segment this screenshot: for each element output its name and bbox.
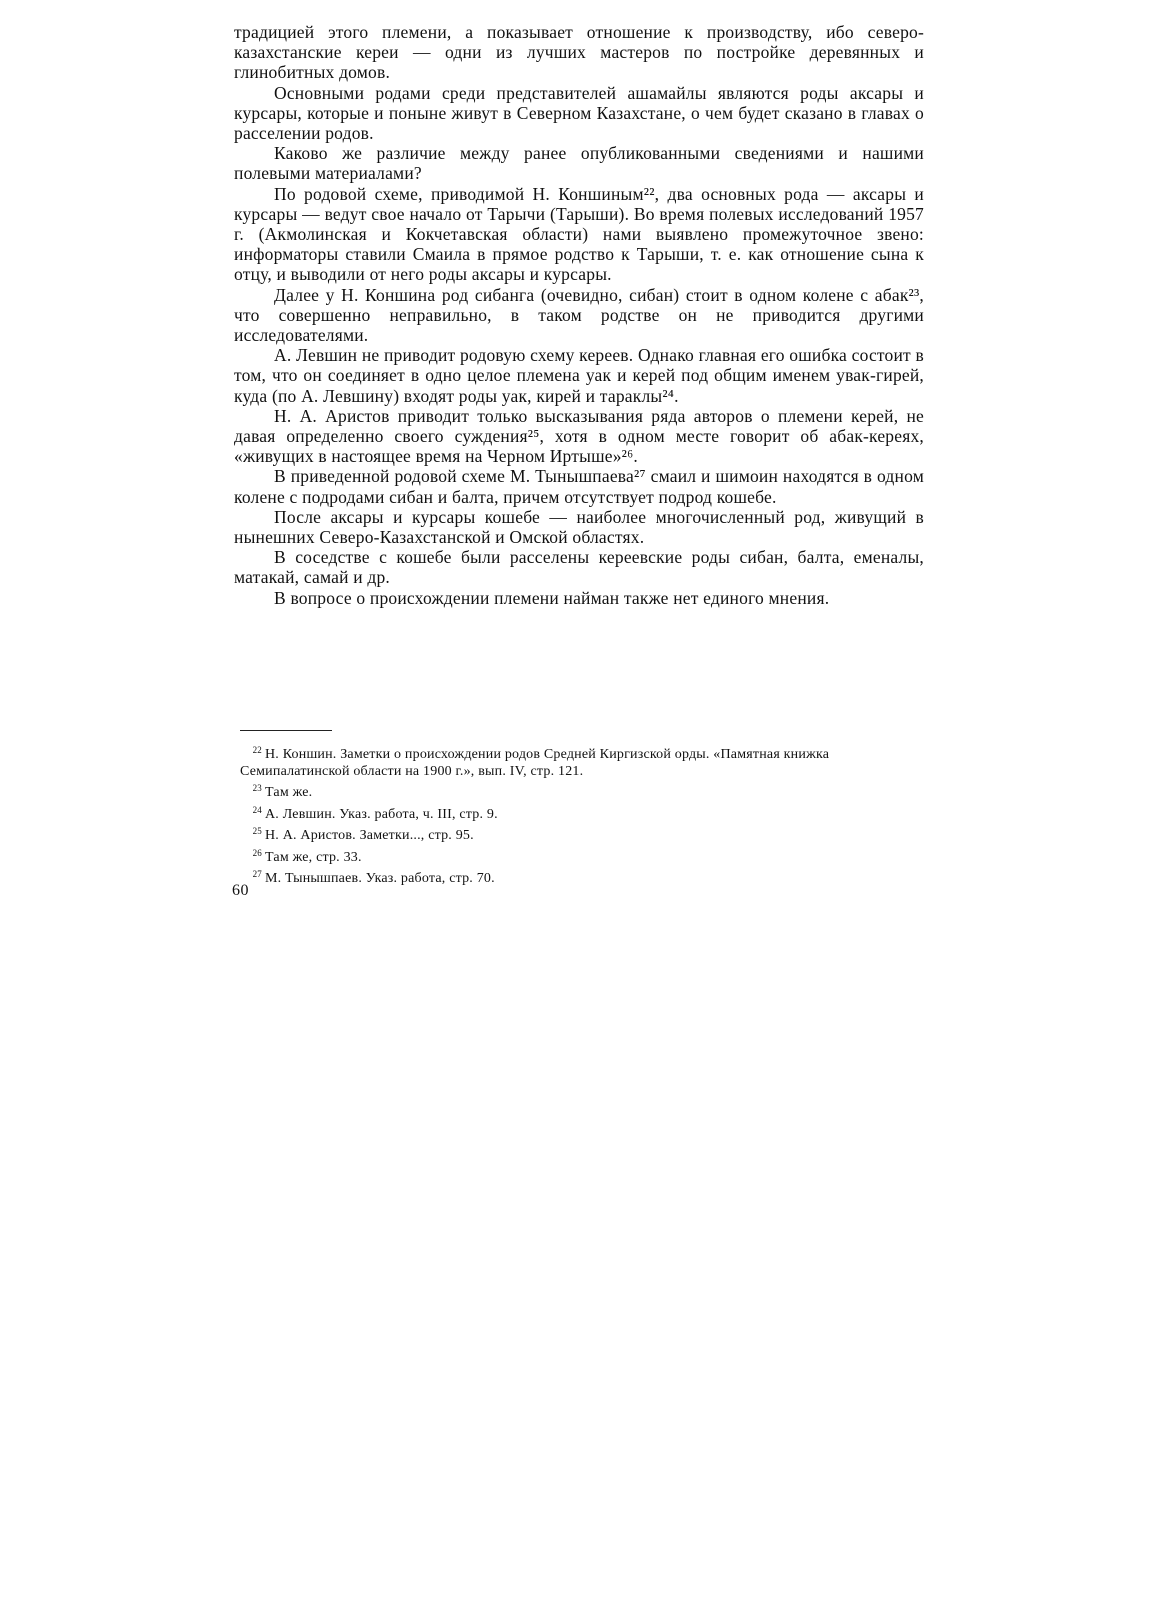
footnote-mark: 26 <box>252 847 262 858</box>
footnote-text: Н. А. Аристов. Заметки..., стр. 95. <box>265 828 474 843</box>
main-text <box>234 22 924 608</box>
paragraph: В вопросе о происхождении племени найман также нет единого мнения. <box>274 587 830 608</box>
footnote-mark: 23 <box>252 783 262 793</box>
footnote <box>240 780 924 802</box>
footnote <box>240 742 924 780</box>
footnote <box>240 802 924 824</box>
paragraph: Каково же различие между ранее опубликованными сведениями и нашими полевыми материалами? <box>234 143 924 184</box>
footnote-text: Там же. <box>265 785 313 800</box>
paragraph: Основными родами среди представителей ашамайлы являются роды аксары и курсары, которые и поныне живут в Северном Казахстане, о чем будет сказано в главах о расселении родов. <box>234 82 924 144</box>
paragraph: Далее у Н. Коншина род сибанга (очевидно, сибан) стоит в одном колене с абак²³, что совершенно неправильно, в таком родстве он не приводится другими исследователями. <box>234 284 924 346</box>
footnote-text: Там же, стр. 33. <box>265 849 362 865</box>
paragraph: После аксары и курсары кошебе — наиболее многочисленный род, живущий в нынешних Северо-Казахстанской и Омской областях. <box>234 506 924 548</box>
paragraph: В приведенной родовой схеме М. Тынышпаева²⁷ смаил и шимоин находятся в одном колене с подродами сибан и балта, причем отсутствует подрод кошебе. <box>234 466 924 507</box>
paragraph: традицией этого племени, а показывает отношение к производству, ибо северо-казахстанские кереи — одни из лучших мастеров по постройке деревянных и глинобитных домов. <box>234 22 924 83</box>
footnote-mark: 25 <box>252 826 262 836</box>
footnote <box>240 845 924 867</box>
paragraph: А. Левшин не приводит родовую схему кереев. Однако главная его ошибка состоит в том, что он соединяет в одно целое племена уак и керей под общим именем увак-гирей, куда (по А. Левшину) входят роды уак, кирей и тараклы²⁴. <box>234 345 924 406</box>
paragraph: Н. А. Аристов приводит только высказывания ряда авторов о племени керей, не давая определенно своего суждения²⁵, хотя в одном месте говорит об абак-кереях, «живущих в настоящее время на Черном Иртыше»²⁶. <box>234 405 924 467</box>
footnote-text: Н. Коншин. Заметки о происхождении родов Средней Киргизской орды. «Памятная книжка Семипалатинской области на 1900 г.», вып. IV, стр. 121. <box>240 747 830 779</box>
page-number: 60 <box>232 882 249 899</box>
footnote-divider <box>240 730 332 731</box>
footnote-text: А. Левшин. Указ. работа, ч. III, стр. 9. <box>265 806 498 822</box>
footnote <box>240 823 924 845</box>
footnote <box>240 866 924 888</box>
footnote-mark: 22 <box>252 745 262 755</box>
footnote-text: М. Тынышпаев. Указ. работа, стр. 70. <box>265 871 495 886</box>
footnote-mark: 24 <box>252 804 262 815</box>
paragraph: По родовой схеме, приводимой Н. Коншиным²², два основных рода — аксары и курсары — ведут свое начало от Тарычи (Тарыши). Во время полевых исследований 1957 г. (Акмолинская и Кокчетавская области) нами выявлено промежуточное звено: информаторы ставили Смаила в прямое родство к Тарыши, т. е. как отношение сына к отцу, и выводили от него роды аксары и курсары. <box>234 183 924 285</box>
footnote-mark: 27 <box>252 869 262 879</box>
paragraph: В соседстве с кошебе были расселены кереевские роды сибан, балта, еменалы, матакай, самай и др. <box>234 547 924 588</box>
footnotes <box>240 742 924 888</box>
